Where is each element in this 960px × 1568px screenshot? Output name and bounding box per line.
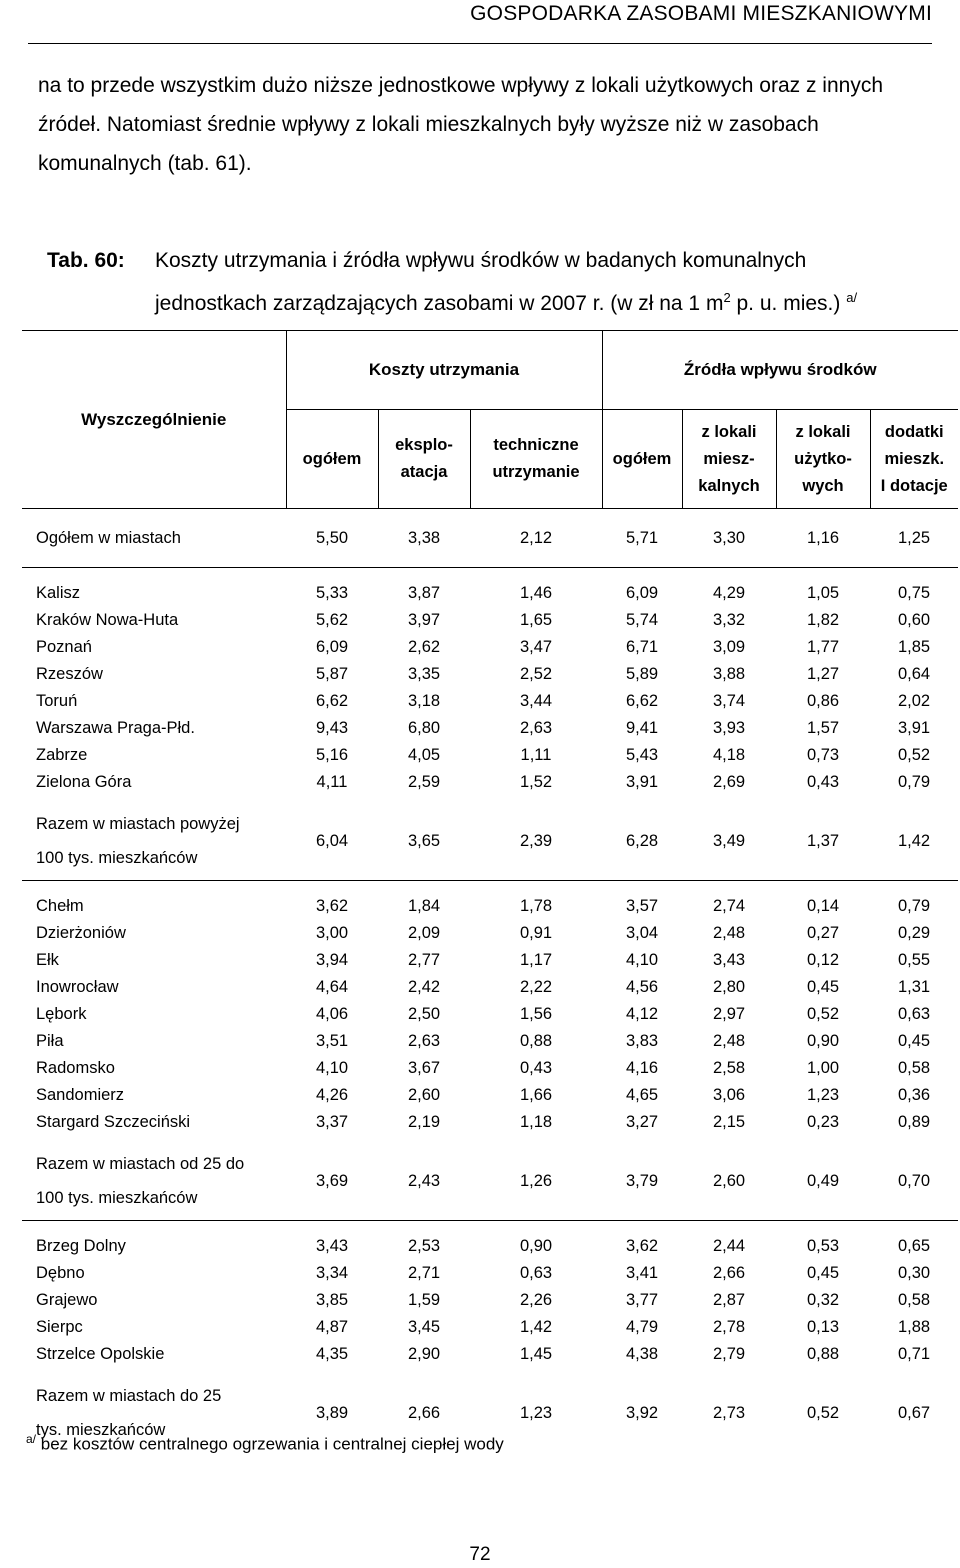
row-label-line: tys. mieszkańców [36,1421,166,1439]
value-cell: 1,18 [519,1113,553,1131]
row-label: Sierpc [36,1318,83,1336]
value-cell: 3,47 [519,638,553,656]
value-cell: 0,63 [519,1264,553,1282]
value-cell: 3,30 [712,528,746,547]
value-cell: 4,64 [315,978,349,996]
row-label [22,1142,286,1221]
value-cell: 3,43 [286,1221,378,1261]
table-row [22,1001,958,1028]
row-label-line: 100 tys. mieszkańców [36,1189,198,1207]
table-row [22,974,958,1001]
value-cell: 3,18 [407,692,441,710]
column-header-line: techniczne [493,436,579,454]
value-cell: 0,75 [870,568,958,608]
value-cell: 5,43 [625,746,659,764]
value-cell: 2,26 [519,1291,553,1309]
value-cell: 0,58 [897,1291,931,1309]
value-cell: 5,89 [625,665,659,683]
column-header [682,410,776,509]
value-cell: 1,23 [806,1086,840,1104]
value-cell: 2,12 [519,528,553,547]
value-cell: 3,49 [712,831,746,850]
column-header-line: wych [802,476,844,495]
value-cell: 4,10 [625,951,659,969]
table-row [22,1314,958,1341]
value-cell: 3,65 [407,831,441,850]
value-cell: 3,00 [315,924,349,942]
value-cell: 5,74 [625,611,659,629]
row-label: Dębno [36,1264,85,1282]
value-cell: 0,60 [897,611,931,629]
value-cell: 2,80 [712,978,746,996]
value-cell: 3,62 [286,881,378,921]
value-cell: 3,77 [625,1291,659,1309]
value-cell: 0,79 [897,773,931,791]
footnote [26,1432,504,1455]
table-caption [47,242,857,322]
value-cell: 3,43 [712,951,746,969]
table-row [22,920,958,947]
value-cell: 2,77 [407,951,441,969]
value-cell: 5,87 [315,665,349,683]
column-header-line: I dotacje [880,476,948,495]
column-header [602,410,682,509]
value-cell: 0,32 [806,1291,840,1309]
value-cell: 3,88 [712,665,746,683]
column-header-line: mieszk. [884,449,945,468]
value-cell: 0,88 [519,1032,553,1050]
value-cell: 1,65 [519,611,553,629]
value-cell: 1,42 [519,1318,553,1336]
value-cell: 0,49 [806,1171,840,1190]
value-cell: 3,97 [407,611,441,629]
row-label-line: Razem w miastach do 25 [36,1387,222,1405]
row-label: Ełk [36,951,59,969]
column-header-line: z lokali [795,422,851,441]
value-cell: 2,69 [712,773,746,791]
value-cell: 0,64 [897,665,931,683]
value-cell: 3,87 [378,568,470,608]
row-label: Zabrze [36,746,88,764]
value-cell: 2,60 [407,1086,441,1104]
value-cell: 2,63 [407,1032,441,1050]
value-cell: 5,33 [286,568,378,608]
superscript: 2 [723,290,731,305]
table-row [22,715,958,742]
value-cell: 4,06 [315,1005,349,1023]
intro-line: komunalnych (tab. 61). [38,152,252,175]
value-cell: 6,80 [407,719,441,737]
value-cell: 0,45 [897,1032,931,1050]
value-cell: 0,23 [806,1113,840,1131]
value-cell: 2,60 [712,1171,746,1190]
value-cell: 3,34 [315,1264,349,1282]
table-row [22,742,958,769]
caption-line: Koszty utrzymania i źródła wpływu środków w badanych komunalnych [155,249,807,272]
value-cell: 3,74 [712,692,746,710]
table-row [22,634,958,661]
value-cell: 0,90 [806,1032,840,1050]
column-header-line: użytko- [794,449,852,468]
column-header-line: utrzymanie [492,463,580,481]
row-label: Kraków Nowa-Huta [36,611,179,629]
value-cell: 4,65 [625,1086,659,1104]
row-label: Kalisz [22,568,286,608]
value-cell: 1,27 [806,665,840,683]
value-cell: 2,97 [712,1005,746,1023]
value-cell: 0,14 [776,881,870,921]
value-cell: 1,66 [519,1086,553,1104]
table-row [22,769,958,802]
value-cell: 5,50 [315,528,349,547]
value-cell: 2,02 [897,692,931,710]
column-header-line: miesz- [703,449,755,468]
value-cell: 6,62 [625,692,659,710]
value-cell: 3,57 [602,881,682,921]
row-label-line: Razem w miastach od 25 do [36,1155,245,1173]
value-cell: 3,38 [407,528,441,547]
value-cell: 2,66 [407,1403,441,1422]
value-cell: 4,38 [625,1345,659,1363]
value-cell: 6,04 [315,831,349,850]
value-cell: 0,70 [897,1171,931,1190]
value-cell: 2,43 [407,1171,441,1190]
value-cell: 0,91 [519,924,553,942]
value-cell: 2,22 [519,978,553,996]
value-cell: 2,53 [378,1221,470,1261]
value-cell: 0,71 [897,1345,931,1363]
value-cell: 4,11 [316,773,348,791]
value-cell: 5,16 [315,746,349,764]
row-label: Inowrocław [36,978,119,996]
value-cell: 0,43 [806,773,840,791]
value-cell: 5,62 [315,611,349,629]
page-number: 72 [469,1544,491,1565]
value-cell: 1,56 [519,1005,553,1023]
value-cell: 4,79 [625,1318,659,1336]
value-cell: 0,13 [806,1318,840,1336]
value-cell: 4,05 [407,746,441,764]
value-cell: 1,16 [806,528,840,547]
value-cell: 3,04 [625,924,659,942]
value-cell: 2,48 [712,924,746,942]
value-cell: 4,87 [315,1318,349,1336]
value-cell: 1,88 [897,1318,931,1336]
value-cell: 3,91 [897,719,931,737]
footnote-marker: a/ [26,1432,37,1446]
value-cell: 0,89 [897,1113,931,1131]
caption-line-end: p. u. mies.) [730,292,841,315]
caption-line: jednostkach zarządzających zasobami w 2007 r. (w zł na 1 m [155,292,724,315]
value-cell: 2,42 [407,978,441,996]
value-cell: 2,66 [712,1264,746,1282]
intro-line: źródeł. Natomiast średnie wpływy z lokali mieszkalnych były wyższe niż w zasobach [38,113,819,136]
row-label: Grajewo [36,1291,98,1309]
value-cell: 0,36 [897,1086,931,1104]
row-label: Sandomierz [36,1086,125,1104]
value-cell: 2,15 [712,1113,746,1131]
value-cell: 3,93 [712,719,746,737]
table-row [22,1287,958,1314]
value-cell: 3,06 [712,1086,746,1104]
header-row [22,331,958,410]
value-cell: 6,71 [625,638,659,656]
row-label [22,802,286,881]
value-cell: 0,65 [870,1221,958,1261]
value-cell: 6,09 [315,638,349,656]
value-cell: 0,45 [806,1264,840,1282]
column-header-line: ogółem [612,449,672,468]
value-cell: 0,29 [897,924,931,942]
value-cell: 0,73 [806,746,840,764]
table-row [22,1028,958,1055]
value-cell: 2,63 [519,719,553,737]
table-row [22,1341,958,1374]
row-label: Zielona Góra [36,773,132,791]
value-cell: 3,92 [625,1403,659,1422]
value-cell: 2,73 [712,1403,746,1422]
intro-paragraph [38,66,948,183]
header-rule [28,43,932,44]
column-header-wyszczegolnienie: Wyszczególnienie [22,331,286,509]
value-cell: 0,45 [806,978,840,996]
column-header [870,410,958,509]
value-cell: 1,84 [378,881,470,921]
value-cell: 1,82 [806,611,840,629]
column-header-line: ogółem [302,449,362,468]
value-cell: 3,62 [602,1221,682,1261]
value-cell: 3,83 [625,1032,659,1050]
group-header-koszty: Koszty utrzymania [286,331,602,410]
value-cell: 3,94 [315,951,349,969]
value-cell: 2,39 [519,831,553,850]
value-cell: 1,59 [407,1291,441,1309]
value-cell: 1,52 [519,773,553,791]
table-row [22,1109,958,1142]
value-cell: 4,26 [315,1086,349,1104]
value-cell: 4,56 [625,978,659,996]
value-cell: 1,31 [897,978,931,996]
table-row [22,1221,958,1261]
value-cell: 3,09 [712,638,746,656]
row-label: Ogółem w miastach [36,528,181,547]
value-cell: 2,50 [407,1005,441,1023]
value-cell: 0,52 [806,1005,840,1023]
value-cell: 2,58 [712,1059,746,1077]
value-cell: 2,09 [407,924,441,942]
value-cell: 1,26 [519,1171,553,1190]
value-cell: 4,12 [625,1005,659,1023]
value-cell: 2,87 [712,1291,746,1309]
value-cell: 0,12 [806,951,840,969]
value-cell: 0,55 [897,951,931,969]
value-cell: 0,52 [897,746,931,764]
value-cell: 0,88 [806,1345,840,1363]
value-cell: 1,05 [776,568,870,608]
value-cell: 3,85 [315,1291,349,1309]
value-cell: 1,37 [806,831,840,850]
value-cell: 4,10 [315,1059,349,1077]
row-label: Brzeg Dolny [22,1221,286,1261]
column-header-line: kalnych [698,476,760,495]
row-label: Chełm [22,881,286,921]
table-row [22,607,958,634]
row-label: Dzierżoniów [36,924,126,942]
column-header [776,410,870,509]
value-cell: 6,09 [602,568,682,608]
value-cell: 9,41 [625,719,659,737]
value-cell: 3,41 [625,1264,659,1282]
value-cell: 1,77 [806,638,840,656]
value-cell: 1,23 [519,1403,553,1422]
value-cell: 0,79 [870,881,958,921]
table-row [22,1260,958,1287]
value-cell: 1,17 [519,951,553,969]
value-cell: 2,59 [407,773,441,791]
value-cell: 2,48 [712,1032,746,1050]
data-table [22,330,958,1452]
value-cell: 0,53 [776,1221,870,1261]
column-header-line: atacja [400,463,448,481]
value-cell: 1,85 [897,638,931,656]
table-row [22,568,958,608]
row-label-line: 100 tys. mieszkańców [36,849,198,867]
footnote-marker: a/ [846,290,858,305]
row-label: Strzelce Opolskie [36,1345,165,1363]
table-row [22,661,958,688]
value-cell: 1,78 [470,881,602,921]
value-cell: 4,35 [315,1345,349,1363]
value-cell: 3,37 [315,1113,349,1131]
value-cell: 1,57 [806,719,840,737]
value-cell: 6,62 [315,692,349,710]
value-cell: 3,27 [625,1113,659,1131]
value-cell: 2,90 [407,1345,441,1363]
value-cell: 3,32 [712,611,746,629]
value-cell: 4,29 [682,568,776,608]
value-cell: 3,67 [407,1059,441,1077]
row-label-line: Razem w miastach powyżej [36,815,240,833]
value-cell: 1,45 [519,1345,553,1363]
value-cell: 3,79 [625,1171,659,1190]
value-cell: 3,91 [625,773,659,791]
table-row [22,1082,958,1109]
value-cell: 0,63 [897,1005,931,1023]
table-row [22,688,958,715]
value-cell: 2,74 [682,881,776,921]
row-label: Warszawa Praga-Płd. [36,719,195,737]
column-header-line: dodatki [884,422,944,441]
row-label: Stargard Szczeciński [36,1113,191,1131]
value-cell: 3,45 [407,1318,441,1336]
value-cell: 0,90 [470,1221,602,1261]
row-label: Poznań [36,638,92,656]
value-cell: 1,11 [520,746,552,764]
value-cell: 3,44 [519,692,553,710]
row-label: Toruń [36,692,78,710]
intro-line: na to przede wszystkim dużo niższe jednostkowe wpływy z lokali użytkowych oraz z innych [38,74,884,97]
value-cell: 4,18 [712,746,746,764]
value-cell: 1,46 [470,568,602,608]
value-cell: 3,35 [407,665,441,683]
row-label: Piła [36,1032,64,1050]
column-header [378,410,470,509]
value-cell: 9,43 [315,719,349,737]
column-header-line: z lokali [701,422,757,441]
value-cell: 0,86 [806,692,840,710]
value-cell: 6,28 [625,831,659,850]
value-cell: 1,00 [806,1059,840,1077]
total-row [22,509,958,568]
value-cell: 2,62 [407,638,441,656]
group-header-zrodla: Źródła wpływu środków [602,331,958,410]
value-cell: 0,67 [897,1403,931,1422]
value-cell: 2,52 [519,665,553,683]
value-cell: 2,44 [682,1221,776,1261]
value-cell: 1,25 [897,528,931,547]
value-cell: 3,51 [315,1032,349,1050]
column-header [286,410,378,509]
table-label: Tab. 60: [47,249,125,272]
subtotal-row [22,802,958,881]
row-label: Radomsko [36,1059,115,1077]
footnote-text: bez kosztów centralnego ogrzewania i centralnej ciepłej wody [36,1434,504,1454]
value-cell: 0,27 [806,924,840,942]
value-cell: 2,71 [407,1264,441,1282]
table-row [22,947,958,974]
value-cell: 0,43 [519,1059,553,1077]
value-cell: 4,16 [625,1059,659,1077]
value-cell: 2,78 [712,1318,746,1336]
running-header: GOSPODARKA ZASOBAMI MIESZKANIOWYMI [470,2,932,25]
value-cell: 2,79 [712,1345,746,1363]
row-label: Lębork [36,1005,87,1023]
value-cell: 0,30 [897,1264,931,1282]
value-cell: 5,71 [625,528,659,547]
table-row [22,881,958,921]
value-cell: 3,69 [315,1171,349,1190]
column-header [470,410,602,509]
value-cell: 1,42 [897,831,931,850]
value-cell: 2,19 [407,1113,441,1131]
subtotal-row [22,1142,958,1221]
table-row [22,1055,958,1082]
row-label: Rzeszów [36,665,103,683]
value-cell: 0,52 [806,1403,840,1422]
column-header-line: eksplo- [395,436,453,454]
value-cell: 0,58 [897,1059,931,1077]
value-cell: 3,89 [315,1403,349,1422]
